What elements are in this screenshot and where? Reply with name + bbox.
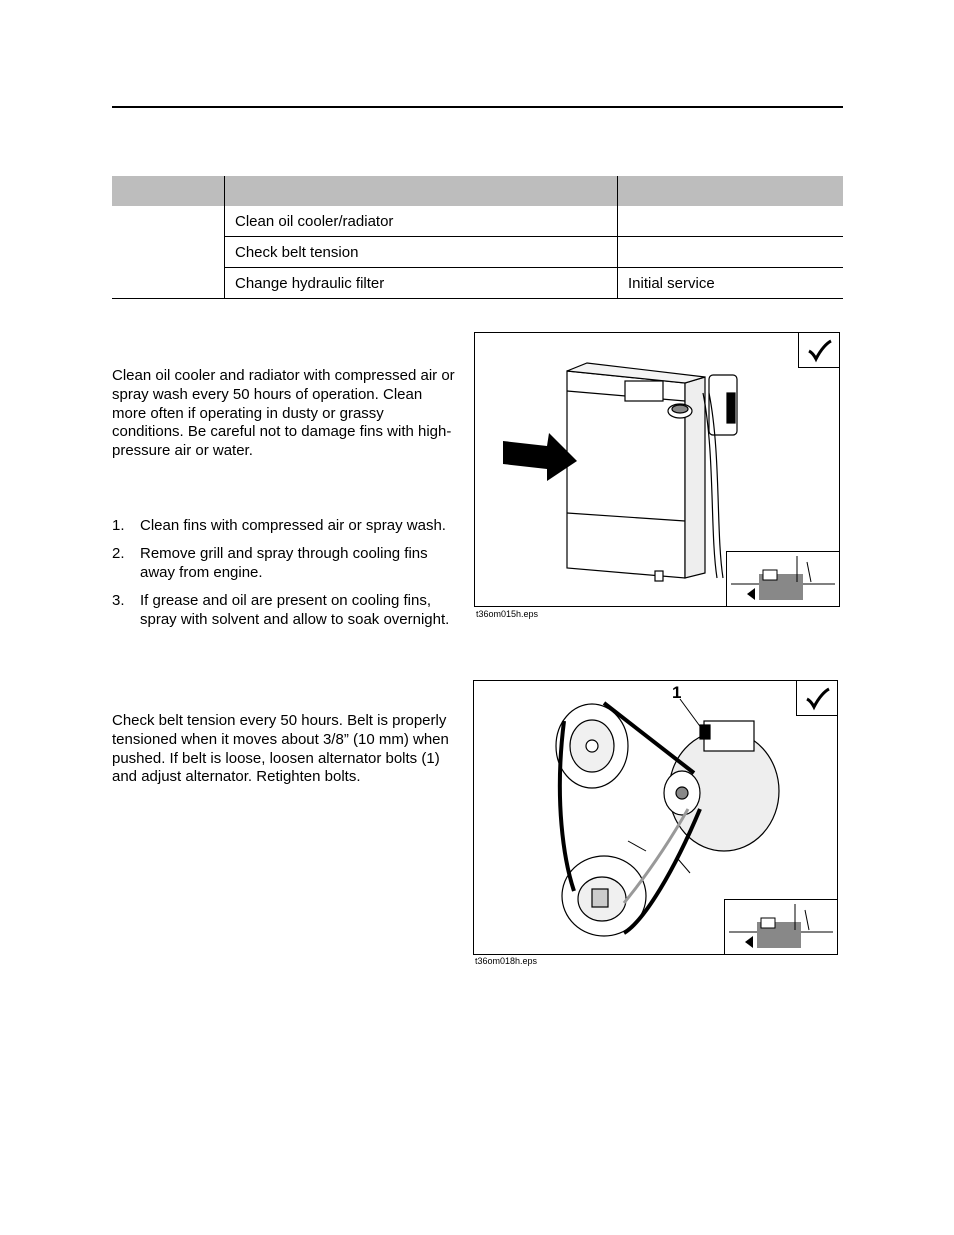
cooler-paragraph: Clean oil cooler and radiator with compressed air or spray wash every 50 hours of operation. Clean more often if operating in dusty or grassy conditions. Be careful not to damage fins with high-pressure air or water. [112, 367, 455, 460]
table-cell-item: Check belt tension [225, 237, 618, 268]
step-text: Remove grill and spray through cooling fins away from engine. [140, 545, 428, 581]
header-item [225, 176, 618, 206]
header-notes [618, 176, 844, 206]
step-number: 3. [112, 592, 125, 609]
list-item [112, 591, 462, 629]
direction-arrow-icon [503, 433, 577, 481]
step-number: 2. [112, 545, 125, 562]
figure-caption: t36om015h.eps [476, 609, 539, 619]
checkmark-icon [798, 333, 839, 368]
interval-cell [112, 206, 225, 299]
list-item [112, 516, 462, 535]
belt-paragraph: Check belt tension every 50 hours. Belt is properly tensioned when it moves about 3/8” (10 mm) when pushed. If belt is loose, loosen alternator bolts (1) and adjust alternator. Retighten bolts. [112, 712, 449, 786]
maintenance-table [112, 176, 843, 299]
radiator-figure [474, 332, 840, 607]
step-text: Clean fins with compressed air or spray wash. [140, 517, 446, 534]
table-cell-item: Clean oil cooler/radiator [225, 206, 618, 237]
table-header-row [112, 176, 843, 206]
table-cell-note [618, 237, 844, 268]
list-item [112, 544, 462, 582]
header-rule [112, 106, 843, 108]
step-number: 1. [112, 517, 125, 534]
cooler-steps [112, 516, 462, 638]
tractor-location-icon [726, 551, 839, 606]
callout-number: 1 [672, 683, 682, 702]
tractor-location-icon [724, 899, 837, 954]
header-interval [112, 176, 225, 206]
table-cell-item: Change hydraulic filter [225, 268, 618, 299]
step-text: If grease and oil are present on cooling fins, spray with solvent and allow to soak overnight. [140, 592, 450, 628]
table-cell-note [618, 206, 844, 237]
table-row [112, 206, 843, 237]
table-cell-note: Initial service [618, 268, 844, 299]
belt-figure [473, 680, 838, 955]
figure-caption: t36om018h.eps [475, 956, 538, 966]
checkmark-icon [796, 681, 837, 716]
